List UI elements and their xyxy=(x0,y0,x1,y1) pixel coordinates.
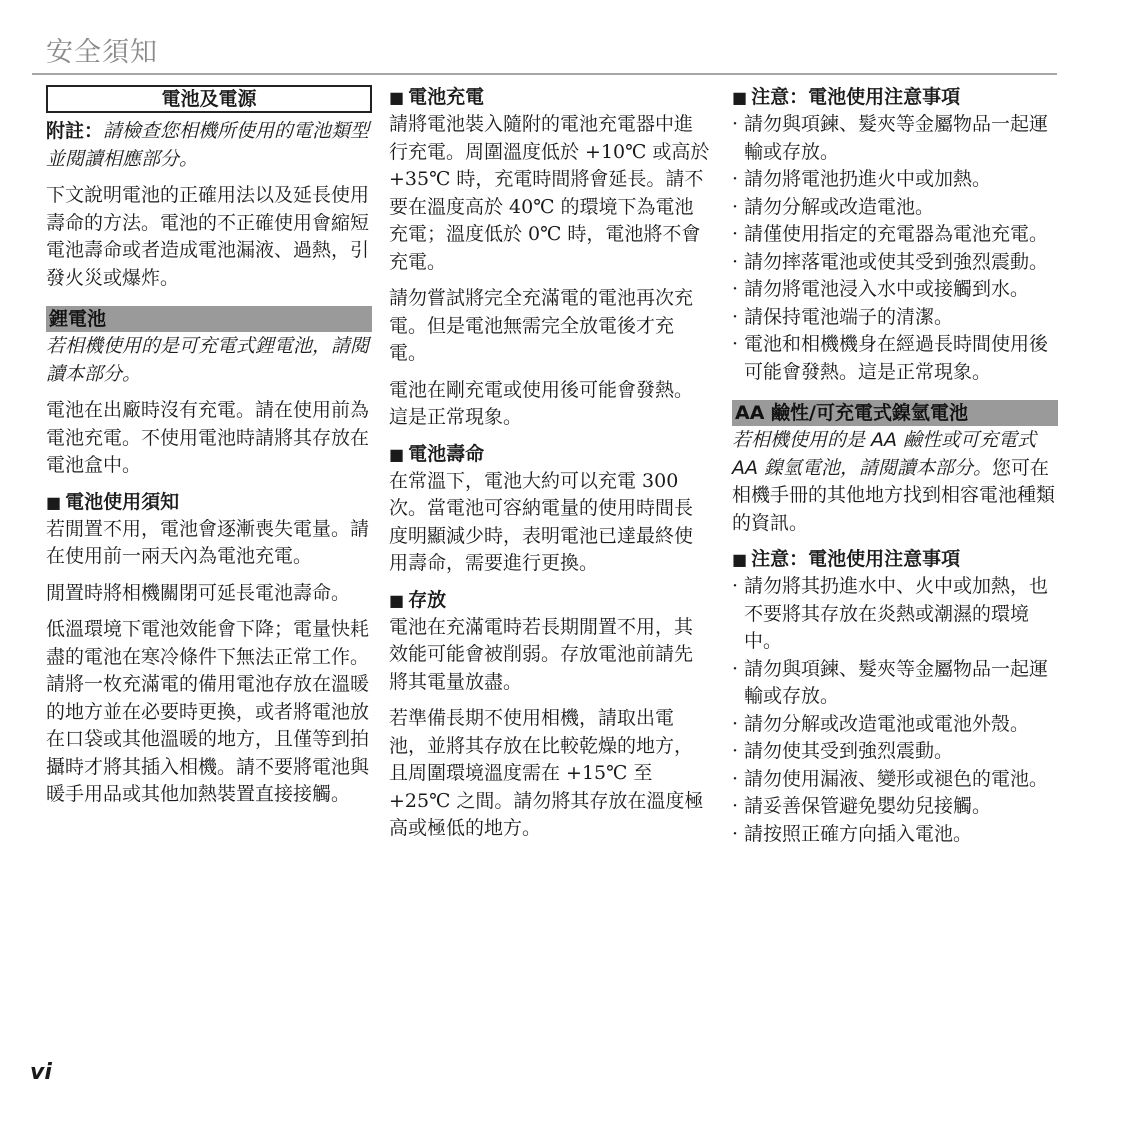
section-title-batteries-power: 電池及電源 xyxy=(46,85,372,113)
note-label: 附註： xyxy=(46,120,104,142)
list-item: · 請勿使用漏液、變形或褪色的電池。 xyxy=(732,767,1049,790)
column-1 xyxy=(46,84,372,818)
square-bullet-icon: ■ xyxy=(389,444,405,464)
square-bullet-icon: ■ xyxy=(732,550,748,569)
heading-usage-notes-label: 電池使用須知 xyxy=(65,490,180,513)
list-item: · 請勿將電池扔進火中或加熱。 xyxy=(732,168,992,190)
aa-paragraph xyxy=(732,427,1058,537)
list-item: · 電池和相機機身在經過長時間使用後可能會發熱。這是正常現象。 xyxy=(732,333,1049,383)
column-2 xyxy=(389,84,711,852)
usage-paragraph-1: 若閒置不用，電池會逐漸喪失電量。請在使用前一兩天內為電池充電。 xyxy=(46,517,370,567)
header-divider xyxy=(32,73,1057,75)
aa-normal-text: 您可在相機手冊的其他地方找到相容電池種類的資訊。 xyxy=(732,456,1056,534)
subsection-band-aa: AA 鹼性/可充電式鎳氫電池 xyxy=(732,400,1058,426)
column-3 xyxy=(732,84,1058,856)
heading-charging xyxy=(389,84,711,111)
heading-caution-2 xyxy=(732,546,1058,573)
note-paragraph xyxy=(46,118,372,173)
charging-paragraph-1: 請將電池裝入隨附的電池充電器中進行充電。周圍溫度低於 +10℃ 或高於 +35℃ 時，充電時間將會延長。請不要在溫度高於 40℃ 的環境下為電池充電；溫度低於 0℃ 時，電池將不會充電。 xyxy=(389,113,710,273)
intro-paragraph: 下文說明電池的正確用法以及延長使用壽命的方法。電池的不正確使用會縮短電池壽命或者造成電池漏液、過熱，引發火災或爆炸。 xyxy=(46,184,370,289)
heading-charging-label: 電池充電 xyxy=(408,86,485,108)
list-item: · 請保持電池端子的清潔。 xyxy=(732,305,954,328)
usage-paragraph-2: 閒置時將相機關閉可延長電池壽命。 xyxy=(46,581,351,604)
heading-battery-life xyxy=(389,441,711,468)
page-title: 安全須知 xyxy=(46,37,158,68)
heading-battery-life-label: 電池壽命 xyxy=(408,442,485,465)
charging-paragraph-3: 電池在剛充電或使用後可能會發熱。這是正常現象。 xyxy=(389,378,694,428)
square-bullet-icon: ■ xyxy=(389,590,405,610)
storage-paragraph-1: 電池在充滿電時若長期閒置不用，其效能可能會被削弱。存放電池前請先將其電量放盡。 xyxy=(389,615,694,693)
caution-list-1 xyxy=(732,111,1058,386)
heading-storage-label: 存放 xyxy=(408,588,447,611)
list-item: · 請勿與項鍊、髮夾等金屬物品一起運輸或存放。 xyxy=(732,113,1049,163)
caution-list-2 xyxy=(732,573,1058,848)
heading-storage xyxy=(389,587,711,614)
li-ion-italic-note: 若相機使用的是可充電式鋰電池，請閱讀本部分。 xyxy=(46,335,370,385)
square-bullet-icon: ■ xyxy=(732,88,748,107)
heading-caution-1-label: 注意：電池使用注意事項 xyxy=(751,86,961,108)
heading-usage-notes xyxy=(46,489,372,516)
list-item: · 請勿使其受到強烈震動。 xyxy=(732,740,954,762)
list-item: · 請勿與項鍊、髮夾等金屬物品一起運輸或存放。 xyxy=(732,657,1049,707)
square-bullet-icon: ■ xyxy=(389,88,405,107)
list-item: · 請妥善保管避免嬰幼兒接觸。 xyxy=(732,795,992,817)
heading-caution-2-label: 注意：電池使用注意事項 xyxy=(751,548,961,570)
list-item: · 請勿摔落電池或使其受到強烈震動。 xyxy=(732,250,1049,273)
aa-italic-note: 若相機使用的是 AA 鹼性或可充電式 AA 鎳氫電池，請閱讀本部分。 xyxy=(732,429,1037,479)
list-item: · 請勿將電池浸入水中或接觸到水。 xyxy=(732,278,1030,300)
page-number: vi xyxy=(30,1060,52,1085)
list-item: · 請按照正確方向插入電池。 xyxy=(732,822,973,845)
charging-paragraph-2: 請勿嘗試將完全充滿電的電池再次充電。但是電池無需完全放電後才充電。 xyxy=(389,287,694,364)
heading-caution-1 xyxy=(732,84,1058,111)
li-ion-paragraph: 電池在出廠時沒有充電。請在使用前為電池充電。不使用電池時請將其存放在電池盒中。 xyxy=(46,399,370,476)
battery-life-paragraph: 在常溫下，電池大約可以充電 300 次。當電池可容納電量的使用時間長度明顯減少時，表明電池已達最終使用壽命，需要進行更換。 xyxy=(389,469,694,574)
list-item: · 請勿分解或改造電池或電池外殼。 xyxy=(732,712,1030,735)
note-text: 請檢查您相機所使用的電池類型並閱讀相應部分。 xyxy=(46,120,370,170)
storage-paragraph-2: 若準備長期不使用相機，請取出電池，並將其存放在比較乾燥的地方，且周圍環境溫度需在 +15℃ 至 +25℃ 之間。請勿將其存放在溫度極高或極低的地方。 xyxy=(389,707,704,839)
subsection-band-li-ion: 鋰電池 xyxy=(46,306,372,332)
square-bullet-icon: ■ xyxy=(46,492,62,512)
list-item: · 請僅使用指定的充電器為電池充電。 xyxy=(732,223,1049,245)
usage-paragraph-3: 低溫環境下電池效能會下降；電量快耗盡的電池在寒冷條件下無法正常工作。請將一枚充滿電的備用電池存放在溫暖的地方並在必要時更換，或者將電池放在口袋或其他溫暖的地方，且僅等到拍攝時才將其插入相機。請不要將電池與暖手用品或其他加熱裝置直接接觸。 xyxy=(46,618,370,805)
list-item: · 請勿將其扔進水中、火中或加熱，也不要將其存放在炎熱或潮濕的環境中。 xyxy=(732,575,1049,652)
list-item: · 請勿分解或改造電池。 xyxy=(732,195,935,218)
